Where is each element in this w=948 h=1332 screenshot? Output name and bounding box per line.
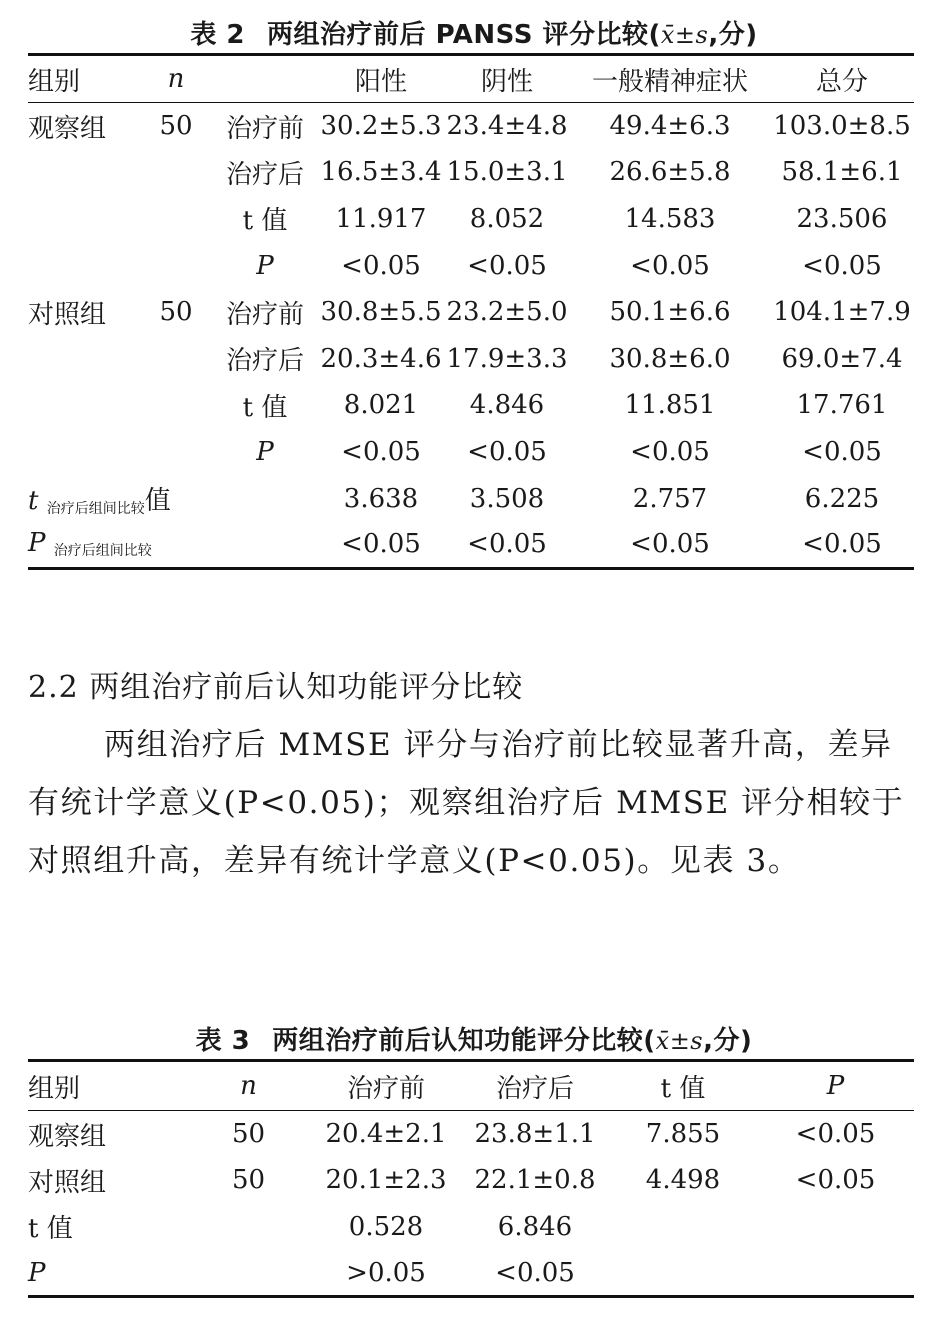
table-row: P <0.05 <0.05 <0.05 <0.05 (256, 436, 882, 467)
header-n: n (186, 1061, 311, 1111)
table-row: 治疗后 20.3±4.6 17.9±3.3 30.8±6.0 69.0±7.4 (225, 343, 903, 377)
table3-stat: x̄±s (655, 1027, 704, 1055)
table2-stat: x̄±s (660, 21, 709, 49)
header-positive: 阳性 (318, 55, 444, 103)
header-total: 总分 (770, 55, 914, 103)
table3 (28, 1059, 914, 1298)
table-row-between-p: P $_{治疗后组间比较}$ <0.05 <0.05 <0.05 <0.05 (28, 528, 882, 560)
table-row: 对照组 50 治疗前 30.8±5.5 23.2±5.0 50.1±6.6 104.1±7.9 (28, 297, 911, 330)
paragraph-text: 两组治疗后 MMSE 评分与治疗前比较显著升高，差异有统计学意义(P<0.05)；观察组治疗后 MMSE 评分相较于对照组升高，差异有统计学意义(P<0.05)。见表 3。 (28, 727, 905, 879)
table2-caption: 表 2 两组治疗前后 PANSS 评分比较(x̄±s,分) (190, 20, 758, 50)
table3-title: 两组治疗前后认知功能评分比较 (272, 1026, 644, 1056)
header-p: P (757, 1061, 914, 1111)
table-row: t 值 11.917 8.052 14.583 23.506 (242, 203, 888, 237)
table-row: P <0.05 <0.05 <0.05 <0.05 (256, 250, 882, 281)
header-stage (212, 55, 318, 103)
table-row: 观察组 50 20.4±2.1 23.8±1.1 7.855 <0.05 (28, 1119, 876, 1152)
table2-unit: ,分) (708, 20, 758, 50)
table-row: 治疗后 16.5±3.4 15.0±3.1 26.6±5.8 58.1±6.1 (225, 157, 903, 190)
table3-caption: 表 3 两组治疗前后认知功能评分比较(x̄±s,分) (195, 1026, 753, 1056)
table-row: t 值 8.021 4.846 11.851 17.761 (242, 390, 888, 423)
header-group: 组别 (28, 1061, 186, 1111)
table-row: t 值 0.528 6.846 (28, 1211, 573, 1245)
header-general: 一般精神症状 (570, 55, 770, 103)
table-row: 观察组 50 治疗前 30.2±5.3 23.4±4.8 49.4±6.3 103.0±8.5 (28, 111, 911, 144)
header-before: 治疗前 (311, 1061, 461, 1111)
header-negative: 阴性 (444, 55, 570, 103)
header-after: 治疗后 (461, 1061, 609, 1111)
section-heading: 2.2 两组治疗前后认知功能评分比较 (28, 670, 524, 705)
table3-label: 表 3 (195, 1026, 251, 1056)
header-n: n (140, 55, 212, 103)
table2 (28, 53, 914, 570)
table2-title: 两组治疗前后 PANSS 评分比较 (267, 20, 649, 50)
header-group: 组别 (28, 55, 140, 103)
table-row: P >0.05 <0.05 (28, 1257, 575, 1288)
section-paragraph (28, 716, 918, 890)
header-t: t 值 (609, 1061, 757, 1111)
table3-unit: ,分) (703, 1026, 753, 1056)
table2-label: 表 2 (190, 20, 246, 50)
table2-header-row (28, 55, 914, 103)
table3-header-row (28, 1061, 914, 1111)
table-row-between-t: t $_{治疗后组间比较}$值 3.638 3.508 2.757 6.225 (28, 483, 880, 517)
table-row: 对照组 50 20.1±2.3 22.1±0.8 4.498 <0.05 (28, 1165, 876, 1198)
